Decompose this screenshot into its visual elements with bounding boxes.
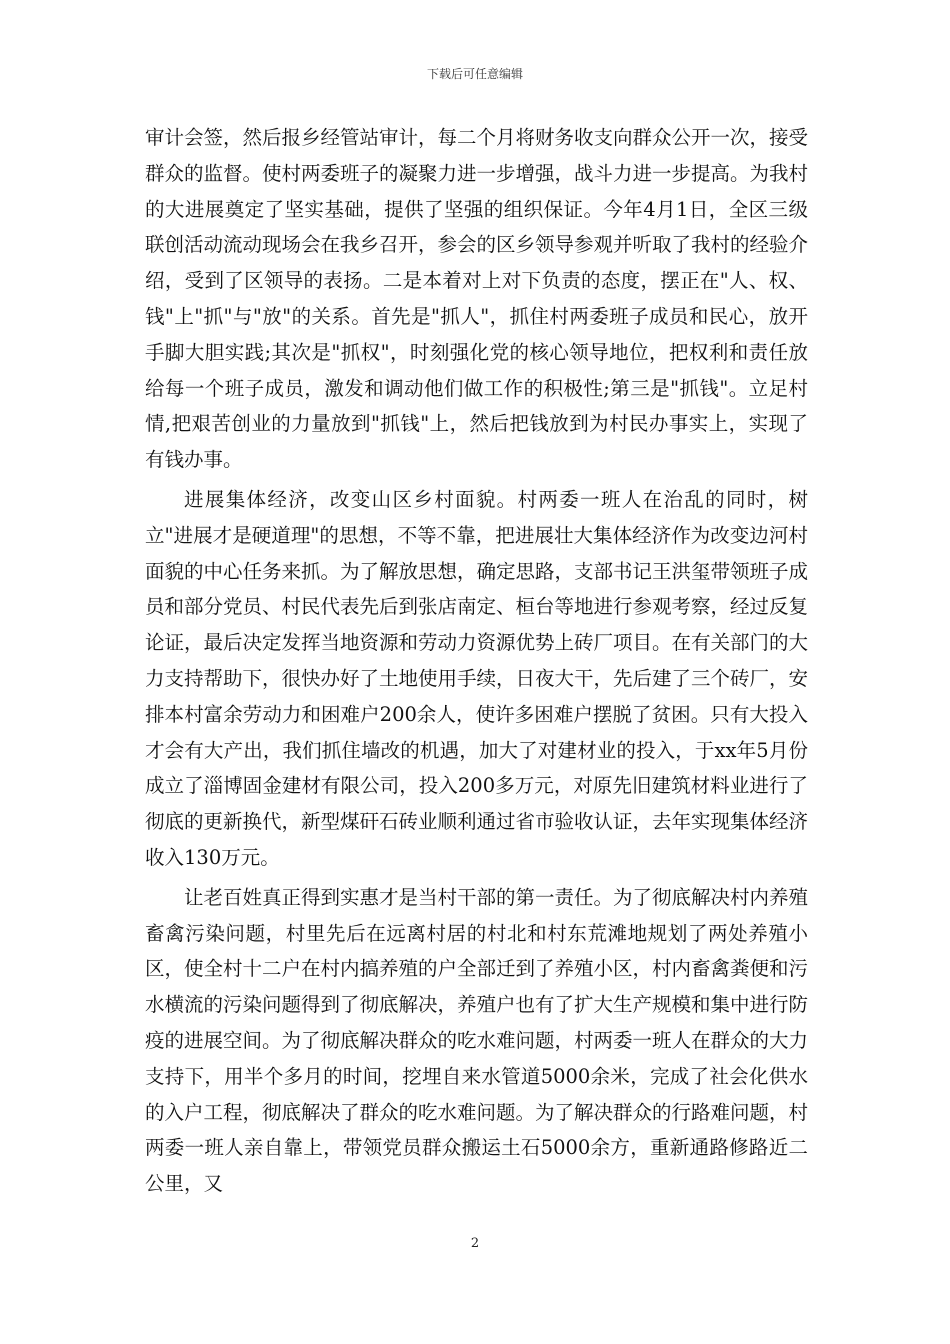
paragraph-2: 进展集体经济，改变山区乡村面貌。村两委一班人在治乱的同时，树立"进展才是硬道理"的思想，不等不靠，把进展壮大集体经济作为改变边河村面貌的中心任务来抓。为了解放思想，确定思路，支部书记王洪玺带领班子成员和部分党员、村民代表先后到张店南定、桓台等地进行参观考察，经过反复论证，最后决定发挥当地资源和劳动力资源优势上砖厂项目。在有关部门的大力支持帮助下，很快办好了土地使用手续，日夜大干，先后建了三个砖厂，安排本村富余劳动力和困难户200余人，使许多困难户摆脱了贫困。只有大投入才会有大产出，我们抓住墙改的机遇，加大了对建材业的投入，于xx年5月份成立了淄博固金建材有限公司，投入200多万元，对原先旧建筑材料业进行了彻底的更新换代，新型煤矸石砖业顺利通过省市验收认证，去年实现集体经济收入130万元。 [145,487,809,869]
document-body [145,120,808,1202]
paragraph-1: 审计会签，然后报乡经管站审计，每二个月将财务收支向群众公开一次，接受群众的监督。使村两委班子的凝聚力进一步增强，战斗力进一步提高。为我村的大进展奠定了坚实基础，提供了坚强的组织保证。今年4月1日，全区三级联创活动流动现场会在我乡召开，参会的区乡领导参观并听取了我村的经验介绍，受到了区领导的表扬。二是本着对上对下负责的态度，摆正在"人、权、钱"上"抓"与"放"的关系。首先是"抓人"，抓住村两委班子成员和民心，放开手脚大胆实践;其次是"抓权"，时刻强化党的核心领导地位，把权利和责任放给每一个班子成员，激发和调动他们做工作的积极性;第三是"抓钱"。立足村情,把艰苦创业的力量放到"抓钱"上，然后把钱放到为村民办事实上，实现了有钱办事。 [145,126,809,472]
paragraph-3: 让老百姓真正得到实惠才是当村干部的第一责任。为了彻底解决村内养殖畜禽污染问题，村里先后在远离村居的村北和村东荒滩地规划了两处养殖小区，使全村十二户在村内搞养殖的户全部迁到了养殖小区，村内畜禽粪便和污水横流的污染问题得到了彻底解决，养殖户也有了扩大生产规模和集中进行防疫的进展空间。为了彻底解决群众的吃水难问题，村两委一班人在群众的大力支持下，用半个多月的时间，挖埋自来水管道5000余米，完成了社会化供水的入户工程，彻底解决了群众的吃水难问题。为了解决群众的行路难问题，村两委一班人亲自靠上，带领党员群众搬运土石5000余方，重新通路修路近二公里，又 [145,885,809,1196]
page-header: 下载后可任意编辑 [426,67,523,81]
page-number: 2 [470,1236,480,1251]
